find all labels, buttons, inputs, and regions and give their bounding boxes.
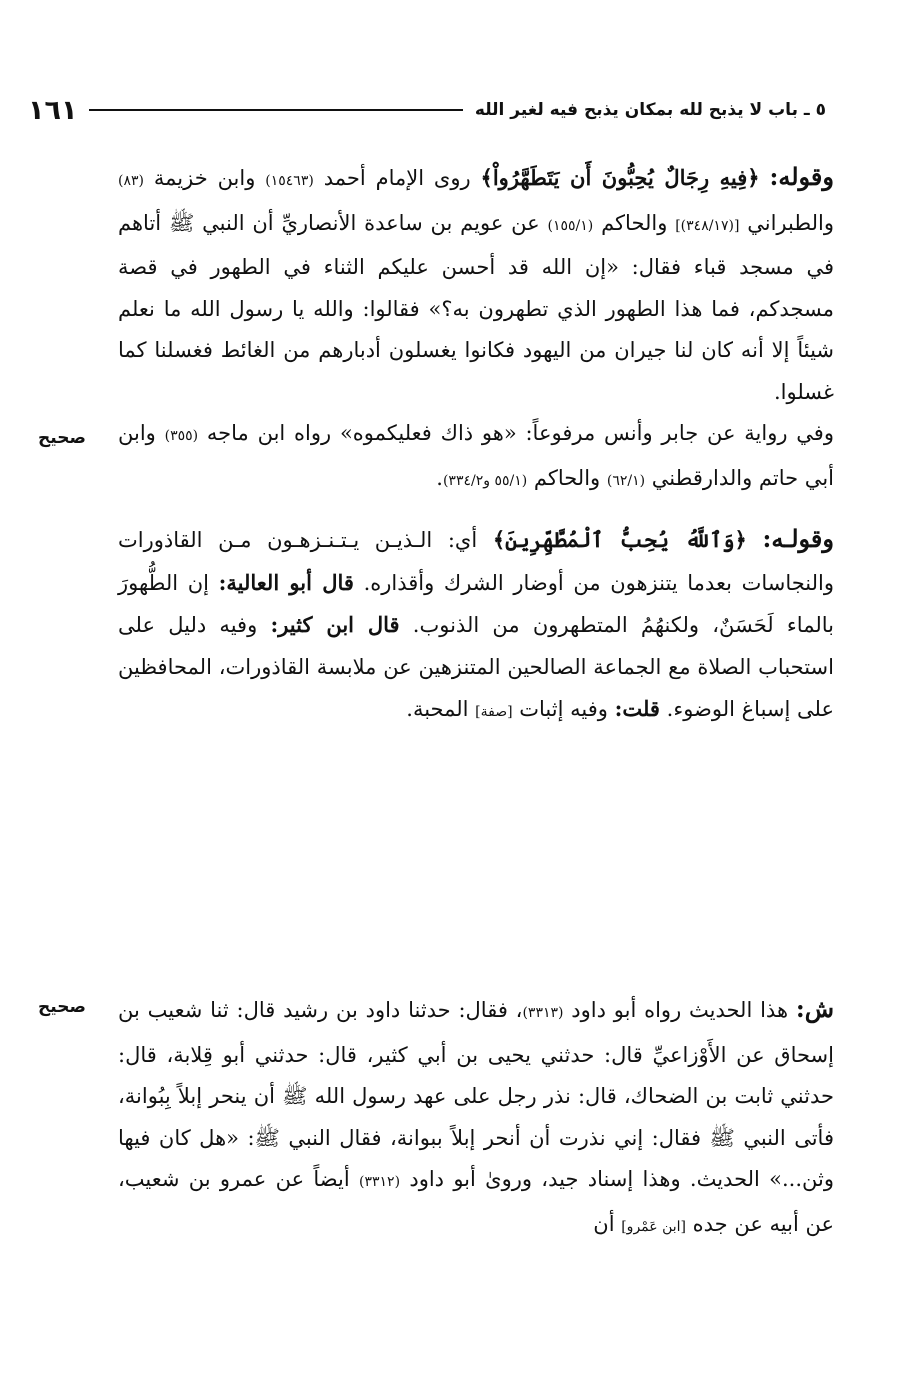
text-span: أيضاً عن عمرو بن شعيب، عن أبيه عن جده [118,1167,834,1236]
margin-grading-note: صحيح [38,428,86,448]
reference: (٦٢/١) [606,472,646,489]
quran-verse: ﴿فِيهِ رِجَالٌ يُحِبُّونَ أَن يَتَطَهَّرُواْ﴾ [480,165,760,190]
reference: [صفة] [475,704,513,720]
paragraph [118,518,834,734]
quran-verse: ﴿وَٱللَّهُ يُحِبُّ ٱلْمُطَّهِّرِينَ﴾ [492,527,747,552]
section-verse-mutahhirin [118,518,834,734]
text-span: أن [593,1211,615,1236]
chapter-title: ٥ ـ باب لا يذبح لله بمكان يذبح فيه لغير الله [474,100,826,120]
reference: (٣٣١٢) [359,1174,401,1190]
paragraph [118,156,834,413]
reference: (٥٥/١ و٣٣٤/٢) [442,472,528,489]
text-span: روى الإمام أحمد [323,166,471,190]
text-span: والطبراني [747,210,834,235]
header-divider [89,109,462,111]
reference: (١٥٥/١) [547,217,594,234]
margin-grading-note: صحيح [38,997,86,1017]
reference: (١٥٤٦٣) [265,173,314,189]
scholar-name: قال أبو العالية: [218,569,354,595]
text-span: أي: الـذيـن يـتـنـزهـون مـن القاذورات والنجاسات بعدما يتنزهون من أوضار الشرك وأقذاره. [118,528,834,595]
text-span: وابن أبي حاتم والدارقطني [118,421,834,490]
text-span: وفيه دليل على استحباب الصلاة مع الجماعة الصالحين المتنزهين عن ملابسة القاذورات، المحافظين على إسباغ الوضوء. [118,613,834,721]
page-header [28,90,826,130]
keyword-label: وقولـه: [762,524,834,553]
paragraph [118,988,834,1248]
reference: (٣٥٥) [164,428,199,444]
keyword-label: وقوله: [769,162,834,191]
text-span: ، فقال: حدثنا داود بن رشيد قال: ثنا شعيب بن إسحاق عن الأَوْزاعيِّ قال: حدثني يحيى بن أبي كثير، قال: حدثني أبو قِلابة، قال: حدثني ثابت بن الضحاك، قال: نذر رجل على عهد رسول الله ﷺ أن ينحر إبلاً بِبُوانة، فأتى النبي ﷺ فقال: إني نذرت أن أنحر إبلاً ببوانة، فقال النبي ﷺ: «هل كان فيها وثن...» الحديث. وهذا إسناد جيد، وروىٰ أبو داود [118,998,835,1191]
keyword-label: ش: [795,994,834,1023]
text-span: إن الطُّهورَ بالماء لَحَسَنٌ، ولكنهُمُ المتطهرون من الذنوب. [118,570,834,637]
text-span: وفي رواية عن جابر وأنس مرفوعاً: «هو ذاك فعليكموه» رواه ابن ماجه [206,421,834,445]
scholar-name: قال ابن كثير: [270,612,400,637]
reference: [(٣٤٨/١٧)] [675,217,740,234]
section-verse-tatahharu [118,156,834,502]
text-span: عن عويم بن ساعدة الأنصاريِّ أن النبي ﷺ أتاهم في مسجد قباء فقال: «إن الله قد أحسن عليكم الثناء في الطهور في قصة مسجدكم، فما هذا الطهور الذي تطهرون به؟» فقالوا: والله يا رسول الله ما نعلم شيئاً إلا أنه كان لنا جيران من اليهود فكانوا يغسلون أدبارهم من الغائط فغسلنا كما غسلوا. [118,210,834,404]
text-span: هذا الحديث رواه أبو داود [571,998,789,1022]
reference: (٨٣) [118,173,144,189]
text-span: . [436,465,443,490]
scholar-name: قلت: [614,696,660,721]
text-span: وابن خزيمة [153,166,256,190]
text-span: المحبة. [406,697,469,721]
paragraph [118,413,834,502]
text-span: وفيه إثبات [519,697,608,721]
section-commentary [118,988,834,1248]
text-span: والحاكم [601,210,668,235]
text-span: والحاكم [533,465,601,490]
reference: [ابن عَمْرو] [621,1218,686,1235]
reference: (٣٣١٣) [522,1005,564,1021]
page-number: ١٦١ [28,94,78,126]
